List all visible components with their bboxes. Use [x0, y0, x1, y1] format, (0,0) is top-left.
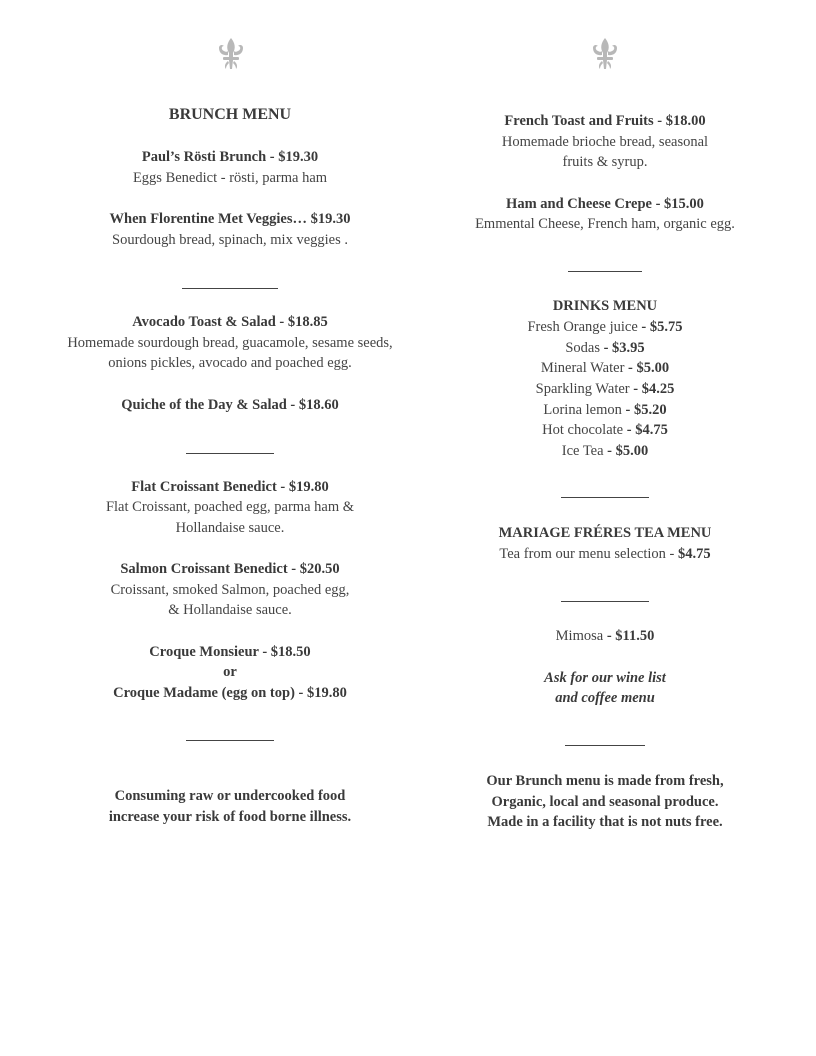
mimosa-name: Mimosa [555, 628, 604, 644]
croque-or: or [223, 664, 237, 680]
drink-name: Fresh Orange juice [527, 319, 638, 335]
drink-price: - $5.00 [607, 443, 649, 459]
menu-item-name: Avocado Toast & Salad - $18.85 [132, 314, 328, 330]
drink-price: - $4.25 [633, 381, 675, 397]
menu-item-name: French Toast and Fruits - $18.00 [504, 113, 706, 129]
divider [420, 497, 790, 498]
menu-item-desc: Homemade brioche bread, seasonal [501, 134, 709, 150]
footer-note: Made in a facility that is not nuts free. [487, 814, 723, 830]
drink-item [420, 338, 790, 359]
brunch-menu-title: BRUNCH MENU [168, 106, 292, 123]
food-warning: increase your risk of food borne illness. [108, 809, 352, 825]
drink-item [420, 400, 790, 421]
drink-price: - $5.20 [625, 402, 667, 418]
divider [420, 601, 790, 602]
drinks-menu-title: DRINKS MENU [552, 298, 658, 314]
divider [40, 288, 420, 289]
drink-price: - $5.00 [628, 360, 670, 376]
menu-item-desc: onions pickles, avocado and poached egg. [108, 355, 352, 371]
drink-name: Sparkling Water [535, 381, 630, 397]
divider [40, 740, 420, 741]
menu-item-name: Flat Croissant Benedict - $19.80 [131, 479, 329, 495]
divider [420, 271, 790, 272]
fleur-de-lis-icon [587, 36, 623, 72]
drink-name: Lorina lemon [543, 402, 622, 418]
drink-price: - $4.75 [626, 422, 668, 438]
tea-menu-title: MARIAGE FRÉRES TEA MENU [498, 525, 712, 541]
footer-note: Organic, local and seasonal produce. [491, 794, 719, 810]
tea-line-text: Tea from our menu selection - [499, 546, 678, 562]
menu-item-desc: Hollandaise sauce. [175, 520, 285, 536]
menu-item-name: Salmon Croissant Benedict - $20.50 [120, 561, 340, 577]
menu-item-desc: fruits & syrup. [562, 154, 648, 170]
menu-item-name: When Florentine Met Veggies… $19.30 [109, 211, 351, 227]
drink-item [420, 420, 790, 441]
fleur-de-lis-icon [213, 36, 249, 72]
menu-item-name: Paul’s Rösti Brunch - $19.30 [141, 149, 319, 165]
menu-item-desc: & Hollandaise sauce. [168, 602, 292, 618]
drink-price: - $5.75 [641, 319, 683, 335]
menu-item-name: Quiche of the Day & Salad - $18.60 [121, 397, 339, 413]
drink-name: Sodas [565, 340, 600, 356]
menu-item-desc: Flat Croissant, poached egg, parma ham & [105, 499, 355, 515]
drink-item [420, 379, 790, 400]
tea-price: $4.75 [677, 546, 711, 562]
menu-item-desc: Homemade sourdough bread, guacamole, sesame seeds, [67, 335, 393, 351]
menu-item-name: Ham and Cheese Crepe - $15.00 [506, 196, 704, 212]
mimosa-price: - $11.50 [606, 628, 655, 644]
tea-line [420, 544, 790, 565]
menu-item-desc: Emmental Cheese, French ham, organic egg. [475, 216, 735, 232]
divider [420, 745, 790, 746]
mimosa-item [420, 626, 790, 647]
drink-name: Ice Tea [561, 443, 604, 459]
menu-item-desc: Eggs Benedict - rösti, parma ham [132, 170, 328, 186]
drink-item [420, 358, 790, 379]
drink-price: - $3.95 [603, 340, 645, 356]
wine-list-note: and coffee menu [555, 690, 655, 706]
divider [40, 453, 420, 454]
drink-item [420, 317, 790, 338]
footer-note: Our Brunch menu is made from fresh, [486, 773, 724, 789]
croque-madame: Croque Madame (egg on top) - $19.80 [113, 685, 347, 701]
drink-name: Hot chocolate [542, 422, 624, 438]
menu-item-desc: Croissant, smoked Salmon, poached egg, [110, 582, 350, 598]
food-warning: Consuming raw or undercooked food [114, 788, 346, 804]
croque-monsieur: Croque Monsieur - $18.50 [149, 644, 311, 660]
menu-item-desc: Sourdough bread, spinach, mix veggies . [112, 232, 348, 248]
wine-list-note: Ask for our wine list [544, 670, 666, 686]
drink-item [420, 441, 790, 462]
drink-name: Mineral Water [540, 360, 625, 376]
